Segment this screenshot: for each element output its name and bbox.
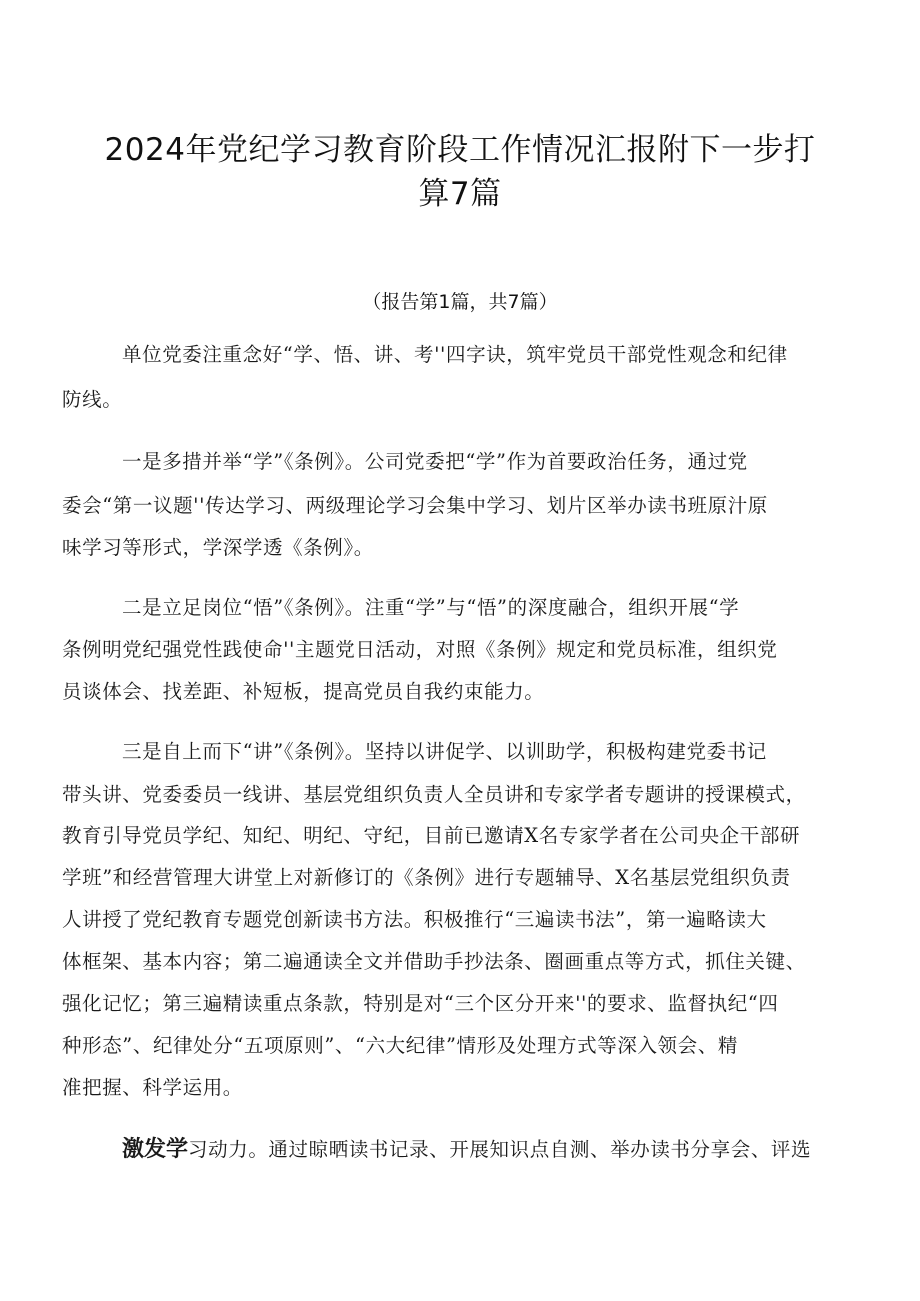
- paragraph-3-line: 员谈体会、找差距、补短板，提高党员自我约束能力。: [62, 680, 545, 703]
- paragraph-5-text: 习动力。通过晾晒读书记录、开展知识点自测、举办读书分享会、评选: [188, 1138, 812, 1161]
- paragraph-1-line: 防线。: [62, 388, 123, 411]
- document-title-line-1: 2024年党纪学习教育阶段工作情况汇报附下一步打: [104, 132, 816, 168]
- paragraph-2-line: 委会“第一议题''传达学习、两级理论学习会集中学习、划片区举办读书班原汁原: [62, 494, 768, 517]
- paragraph-5-lead: 激发学: [122, 1137, 189, 1162]
- paragraph-4-line: 三是自上而下“讲”《条例》。坚持以讲促学、以训助学，积极构建党委书记: [122, 740, 767, 763]
- paragraph-2-line: 一是多措并举“学”《条例》。公司党委把“学”作为首要政治任务，通过党: [122, 450, 748, 473]
- paragraph-4-line: 教育引导党员学纪、知纪、明纪、守纪，目前已邀请X名专家学者在公司央企干部研: [62, 824, 801, 847]
- document-title-line-2: 算7篇: [418, 176, 502, 212]
- report-subtitle: （报告第1篇，共7篇）: [362, 291, 558, 313]
- paragraph-3-line: 条例明党纪强党性践使命''主题党日活动，对照《条例》规定和党员标准，组织党: [62, 638, 778, 661]
- paragraph-3-line: 二是立足岗位“悟”《条例》。注重“学”与“悟”的深度融合，组织开展“学: [122, 596, 740, 619]
- paragraph-4-line: 准把握、科学运用。: [62, 1076, 243, 1099]
- paragraph-4-line: 强化记忆；第三遍精读重点条款，特别是对“三个区分开来''的要求、监督执纪“四: [62, 992, 779, 1015]
- paragraph-4-line: 体框架、基本内容；第二遍通读全文并借助手抄法条、圈画重点等方式，抓住关键、: [62, 950, 806, 973]
- paragraph-4-line: 带头讲、党委委员一线讲、基层党组织负责人全员讲和专家学者专题讲的授课模式，: [62, 783, 806, 806]
- paragraph-1-line: 单位党委注重念好“学、悟、讲、考''四字诀，筑牢党员干部党性观念和纪律: [122, 343, 788, 366]
- paragraph-2-line: 味学习等形式，学深学透《条例》。: [62, 536, 374, 559]
- paragraph-4-line: 学班”和经营管理大讲堂上对新修订的《条例》进行专题辅导、X名基层党组织负责: [62, 866, 791, 889]
- paragraph-4-line: 人讲授了党纪教育专题党创新读书方法。积极推行“三遍读书法”，第一遍略读大: [62, 908, 767, 931]
- paragraph-5-line: [122, 1138, 862, 1162]
- paragraph-4-line: 种形态”、纪律处分“五项原则”、“六大纪律”情形及处理方式等深入领会、精: [62, 1034, 738, 1057]
